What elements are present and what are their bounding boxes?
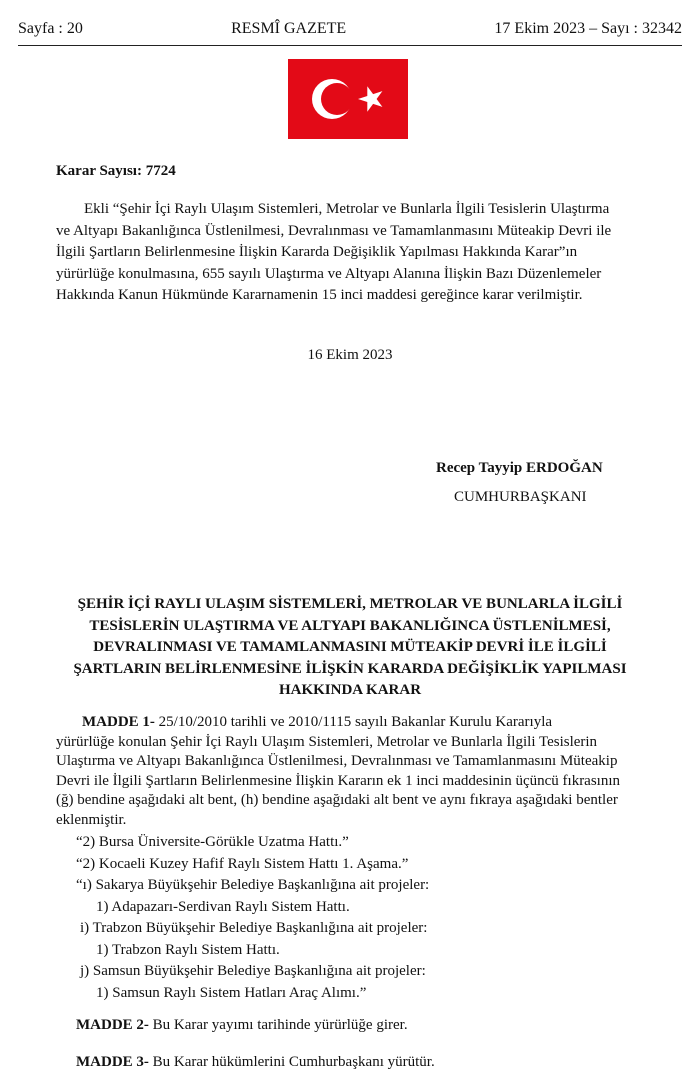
list-item: “2) Bursa Üniversite-Görükle Uzatma Hattı.” bbox=[76, 834, 349, 850]
title-line: ŞEHİR İÇİ RAYLI ULAŞIM SİSTEMLERİ, METROLAR VE BUNLARLA İLGİLİ bbox=[77, 596, 623, 612]
turkish-flag bbox=[288, 59, 408, 139]
list-item: “2) Kocaeli Kuzey Hafif Raylı Sistem Hattı 1. Aşama.” bbox=[76, 855, 409, 872]
intro-line: İlgili Şartların Belirlenmesine İlişkin Kararda Değişiklik Yapılması Hakkında Karar”ın bbox=[56, 244, 578, 260]
page-header bbox=[18, 20, 682, 42]
article-2-label: MADDE 2- bbox=[76, 1017, 149, 1033]
issue-date: 17 Ekim 2023 – Sayı : 32342 bbox=[494, 20, 682, 37]
article-2 bbox=[76, 1017, 408, 1034]
intro-line: yürürlüğe konulmasına, 655 sayılı Ulaştırma ve Altyapı Alanına İlişkin Bazı Düzenlemeler bbox=[56, 265, 602, 282]
article-1-line: yürürlüğe konulan Şehir İçi Raylı Ulaşım Sistemleri, Metrolar ve Bunlarla İlgili Tesislerin bbox=[56, 733, 598, 750]
page-number: Sayfa : 20 bbox=[18, 20, 83, 37]
article-3 bbox=[76, 1054, 435, 1071]
signatory-title: CUMHURBAŞKANI bbox=[454, 489, 587, 505]
intro-paragraph bbox=[56, 199, 636, 307]
intro-line: Ekli “Şehir İçi Raylı Ulaşım Sistemleri, Metrolar ve Bunlarla İlgili Tesislerin Ulaştırma bbox=[84, 201, 610, 217]
article-1-text: 25/10/2010 tarihli ve 2010/1115 sayılı Bakanlar Kurulu Kararıyla bbox=[154, 714, 553, 730]
article-3-label: MADDE 3- bbox=[76, 1054, 149, 1070]
intro-line: Hakkında Kanun Hükmünde Kararnamenin 15 inci maddesi gereğince karar verilmiştir. bbox=[56, 287, 583, 303]
list-item: “ı) Sakarya Büyükşehir Belediye Başkanlığına ait projeler: bbox=[76, 877, 430, 893]
title-line: DEVRALINMASI VE TAMAMLANMASINI MÜTEAKİP DEVRİ İLE İLGİLİ bbox=[93, 639, 607, 655]
article-1-line: eklenmiştir. bbox=[56, 811, 127, 828]
article-1-line: (ğ) bendine aşağıdaki alt bent, (h) bendine aşağıdaki alt bent ve aynı fıkraya aşağıdaki bentler bbox=[56, 792, 618, 808]
decision-date: 16 Ekim 2023 bbox=[307, 347, 393, 363]
list-item: 1) Trabzon Raylı Sistem Hattı. bbox=[96, 941, 280, 958]
title-line: ŞARTLARIN BELİRLENMESİNE İLİŞKİN KARARDA DEĞİŞİKLİK YAPILMASI bbox=[73, 660, 627, 677]
article-1 bbox=[56, 713, 636, 830]
intro-line: ve Altyapı Bakanlığınca Üstlenilmesi, Devralınması ve Tamamlanmasını Müteakip Devri ile bbox=[56, 222, 612, 239]
decree-number: Karar Sayısı: 7724 bbox=[56, 163, 176, 179]
header-divider bbox=[18, 45, 682, 46]
title-line: HAKKINDA KARAR bbox=[278, 682, 422, 698]
signatory-name: Recep Tayyip ERDOĞAN bbox=[436, 460, 603, 476]
article-1-items bbox=[76, 832, 636, 1004]
list-item: 1) Samsun Raylı Sistem Hatları Araç Alımı.” bbox=[96, 984, 367, 1001]
list-item: i) Trabzon Büyükşehir Belediye Başkanlığına ait projeler: bbox=[80, 920, 428, 936]
decree-title bbox=[40, 594, 660, 702]
article-1-line bbox=[56, 713, 636, 733]
title-line: TESİSLERİN ULAŞTIRMA VE ALTYAPI BAKANLIĞINCA ÜSTLENİLMESİ, bbox=[89, 617, 611, 634]
article-2-text: Bu Karar yayımı tarihinde yürürlüğe girer. bbox=[148, 1017, 408, 1033]
list-item: j) Samsun Büyükşehir Belediye Başkanlığına ait projeler: bbox=[80, 963, 426, 979]
article-1-line: Devri ile İlgili Şartların Belirlenmesine İlişkin Kararın ek 1 inci maddesinin üçüncü fıkrasının bbox=[56, 772, 621, 789]
article-1-label: MADDE 1- bbox=[82, 714, 155, 730]
flag-emblem bbox=[288, 59, 408, 139]
list-item: 1) Adapazarı-Serdivan Raylı Sistem Hattı. bbox=[96, 898, 350, 915]
gazette-name: RESMÎ GAZETE bbox=[231, 20, 347, 37]
article-1-line: Ulaştırma ve Altyapı Bakanlığınca Üstlenilmesi, Devralınması ve Tamamlanmasını Müteakip bbox=[56, 753, 618, 769]
article-3-text: Bu Karar hükümlerini Cumhurbaşkanı yürütür. bbox=[148, 1054, 435, 1070]
